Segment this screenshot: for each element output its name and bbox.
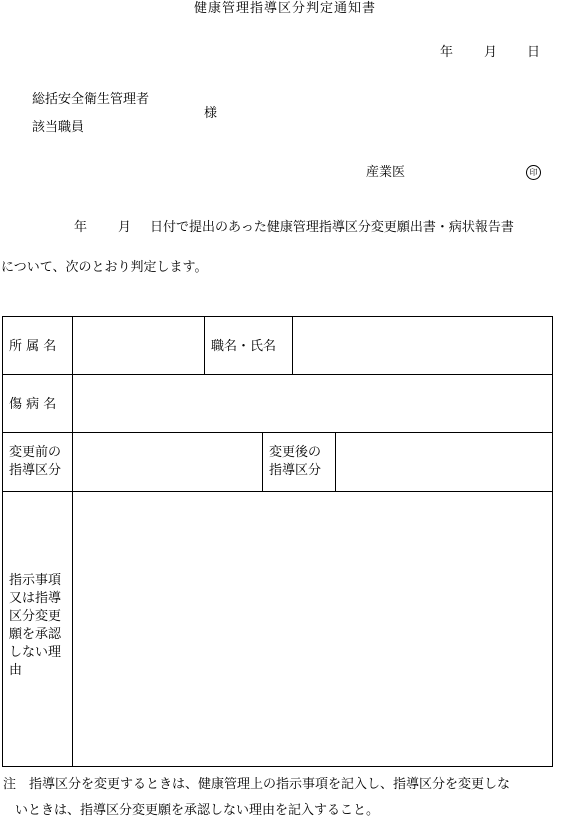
instructions-field[interactable] bbox=[73, 492, 552, 766]
position-name-field[interactable] bbox=[293, 317, 552, 374]
addressee-honorific: 様 bbox=[204, 106, 218, 121]
disease-label: 傷 病 名 bbox=[9, 397, 57, 412]
instructions-label-line: しない理 bbox=[9, 644, 62, 660]
disease-field[interactable] bbox=[73, 375, 552, 432]
after-category-field[interactable] bbox=[336, 433, 552, 491]
after-category-label-line-1: 変更後の bbox=[269, 445, 322, 460]
addressee-line-1: 総括安全衛生管理者 bbox=[32, 92, 150, 107]
after-category-label bbox=[269, 444, 321, 479]
instructions-label-line: 指示事項 bbox=[9, 573, 62, 588]
instructions-label-line: 願を承認 bbox=[9, 626, 62, 642]
instructions-label-line: 又は指導 bbox=[9, 590, 62, 606]
body-year-label: 年 bbox=[74, 220, 88, 235]
body-text-line-2: について、次のとおり判定します。 bbox=[1, 260, 208, 275]
position-name-label: 職名・氏名 bbox=[211, 339, 277, 354]
column-divider bbox=[262, 432, 263, 491]
addressee-line-2: 該当職員 bbox=[32, 120, 85, 135]
issuer-label: 産業医 bbox=[366, 165, 406, 180]
note-line-2: いときは、指導区分変更願を承認しない理由を記入すること。 bbox=[15, 803, 380, 818]
instructions-label bbox=[9, 572, 61, 680]
before-category-label bbox=[9, 444, 61, 479]
instructions-label-line: 由 bbox=[9, 662, 23, 678]
before-category-field[interactable] bbox=[73, 433, 262, 491]
body-text-line-1: 日付で提出のあった健康管理指導区分変更願出書・病状報告書 bbox=[150, 220, 514, 235]
date-day-label: 日 bbox=[527, 45, 541, 60]
date-month-label: 月 bbox=[484, 45, 498, 60]
seal-icon: 印 bbox=[526, 165, 541, 180]
document-title: 健康管理指導区分判定通知書 bbox=[193, 1, 376, 16]
before-category-label-line-1: 変更前の bbox=[9, 445, 62, 460]
body-month-label: 月 bbox=[118, 220, 132, 235]
affiliation-label: 所 属 名 bbox=[9, 339, 57, 354]
note-line-1: 注 指導区分を変更するときは、健康管理上の指示事項を記入し、指導区分を変更しな bbox=[3, 777, 511, 792]
after-category-label-line-2: 指導区分 bbox=[269, 462, 322, 478]
judgment-table bbox=[2, 316, 553, 767]
column-divider bbox=[204, 317, 205, 374]
date-year-label: 年 bbox=[440, 45, 454, 60]
before-category-label-line-2: 指導区分 bbox=[9, 462, 62, 478]
instructions-label-line: 区分変更 bbox=[9, 608, 62, 624]
affiliation-field[interactable] bbox=[73, 317, 204, 374]
